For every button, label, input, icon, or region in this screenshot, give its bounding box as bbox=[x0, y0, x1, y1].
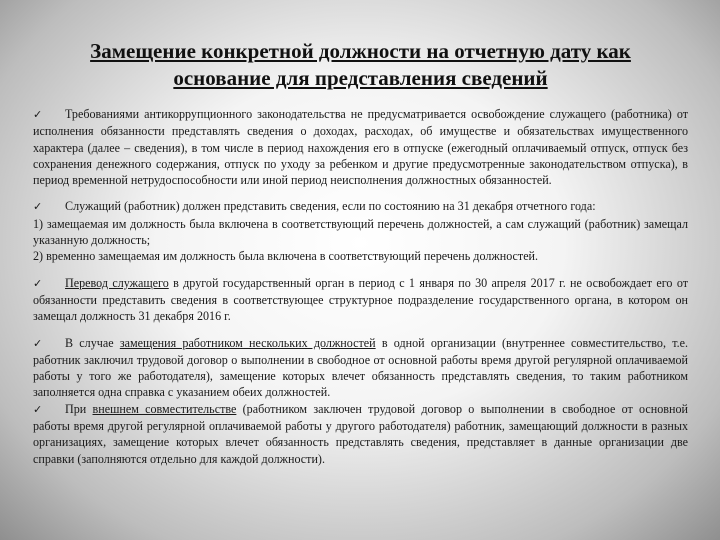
checkmark-icon: ✓ bbox=[33, 200, 43, 214]
paragraph-5-pre: При bbox=[65, 401, 93, 416]
checkmark-icon: ✓ bbox=[33, 108, 43, 121]
paragraph-2 bbox=[33, 198, 688, 264]
paragraph-2-item-2: 2) временно замещаемая им должность была включена в соответствующий перечень должностей. bbox=[33, 249, 539, 264]
internal-combining-link[interactable]: замещения работником нескольких должностей bbox=[119, 335, 376, 350]
paragraph-5-text: (работником заключен трудовой договор о выполнении в свободное от основной работы время другой регулярной оплачиваемой работы у другого работодателя) работник, замещающий должности в разных организациях, замещение которых влечет обязанность представлять сведения, представляет в данные организации две справки (заполняются отдельно для каждой должности). bbox=[33, 401, 688, 466]
paragraph-1 bbox=[33, 106, 688, 188]
paragraph-2-item-1: 1) замещаемая им должность была включена в соответствующий перечень должностей, а сам служащий (работник) замещал указанную должность; bbox=[33, 216, 688, 248]
slide-title bbox=[33, 38, 688, 92]
paragraph-3-text: в другой государственный орган в период с 1 января по 30 апреля 2017 г. не освобождает его от обязанности представить сведения в соответствующее структурное подразделение государственного органа, в котором он замещал должность 31 декабря 2016 г. bbox=[33, 275, 688, 324]
checkmark-icon: ✓ bbox=[33, 336, 43, 350]
paragraph-3 bbox=[33, 275, 688, 325]
paragraph-5 bbox=[33, 401, 688, 467]
transfer-link[interactable]: Перевод служащего bbox=[65, 275, 169, 290]
paragraph-4 bbox=[33, 335, 688, 401]
slide bbox=[33, 38, 688, 467]
checkmark-icon: ✓ bbox=[33, 276, 43, 290]
paragraph-2-intro: Служащий (работник) должен представить сведения, если по состоянию на 31 декабря отчетного года: bbox=[65, 199, 596, 214]
external-combining-link[interactable]: внешнем совместительстве bbox=[92, 401, 237, 416]
paragraph-1-text: Требованиями антикоррупционного законодательства не предусматривается освобождение служащего (работника) от исполнения обязанности представлять сведения о доходах, расходах, об имуществе и обязательствах имущественного характера (далее – сведения), в том числе в период нахождения его в отпуске (ежегодный оплачиваемый отпуск, отпуск без сохранения денежного содержания, отпуск по уходу за ребенком и другие предусмотренные законодательством отпуска), в период временной нетрудоспособности или иной период неисполнения должностных обязанностей. bbox=[33, 107, 688, 188]
checkmark-icon: ✓ bbox=[33, 402, 43, 416]
title-line-2: основание для представления сведений bbox=[173, 66, 548, 90]
paragraph-4-text: в одной организации (внутреннее совместительство, т.е. работник заключил трудовой договор о выполнении в свободное от основной работы время другой регулярной оплачиваемой работы у того же работодателя), замещение которых влечет обязанность представлять сведения, то таким работником заполняется одна справка с указанием обеих должностей. bbox=[33, 335, 688, 400]
title-line-1: Замещение конкретной должности на отчетную дату как bbox=[90, 39, 631, 63]
paragraph-4-pre: В случае bbox=[65, 335, 120, 350]
